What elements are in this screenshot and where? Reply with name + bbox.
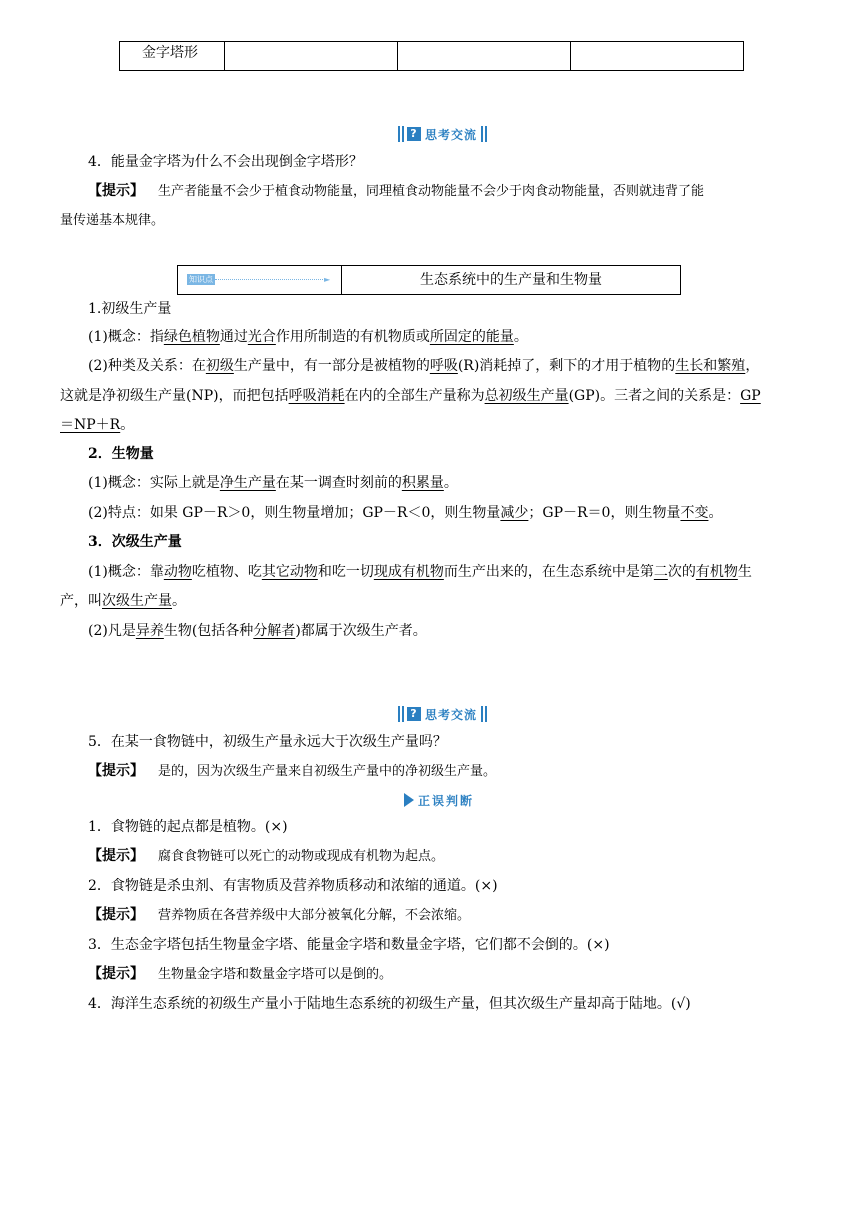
judge-question: 2．食物链是杀虫剂、有害物质及营养物质移动和浓缩的通道。(×): [88, 878, 498, 894]
think-tip: 【提示】 是的，因为次级生产量来自初级生产量中的净初级生产量。: [88, 763, 497, 779]
sp-concept-line2: 产，叫次级生产量。: [60, 593, 186, 609]
judge-question: 1．食物链的起点都是植物。(×): [88, 819, 288, 835]
judge-tip: 【提示】 营养物质在各营养级中大部分被氧化分解，不会浓缩。: [88, 907, 471, 923]
table-row: [120, 42, 744, 71]
play-triangle-icon: [404, 793, 414, 807]
biomass-feature: (2)特点：如果 GP－R＞0，则生物量增加；GP－R＜0，则生物量减少；GP－R＝0，则生物量不变。: [88, 505, 723, 521]
question-icon: ?: [407, 127, 421, 141]
think-question: 4．能量金字塔为什么不会出现倒金字塔形？: [88, 154, 363, 170]
gp-concept: (1)概念：指绿色植物通过光合作用所制造的有机物质或所固定的能量。: [88, 329, 528, 345]
table-cell: [225, 42, 398, 71]
arrow-icon: ►: [324, 275, 331, 284]
question-icon: ?: [407, 707, 421, 721]
gp-heading: 1.初级生产量: [88, 301, 172, 317]
judgement-banner: 正误判断: [404, 792, 474, 808]
section-header: [177, 265, 681, 295]
think-exchange-banner: ? 思考交流: [397, 705, 488, 723]
section-title: 生态系统中的生产量和生物量: [420, 272, 602, 288]
biomass-concept: (1)概念：实际上就是净生产量在某一调查时刻前的积累量。: [88, 475, 458, 491]
gp-kind-line2: 这就是净初级生产量(NP)，而把包括呼吸消耗在内的全部生产量称为总初级生产量(GP)。三者之间的关系是：GP: [60, 388, 761, 404]
table-cell: [398, 42, 571, 71]
sp-heading: 3．次级生产量: [88, 534, 182, 550]
think-tip: 【提示】 生产者能量不会少于植食动物能量，同理植食动物能量不会少于肉食动物能量，否则就违背了能: [88, 183, 705, 199]
table-row-label: 金字塔形: [120, 42, 225, 71]
judge-tip: 【提示】 腐食食物链可以死亡的动物或现成有机物为起点。: [88, 848, 445, 864]
judge-question: 4．海洋生态系统的初级生产量小于陆地生态系统的初级生产量，但其次级生产量却高于陆地。(√): [88, 996, 691, 1012]
table-cell: [571, 42, 744, 71]
sp-concept: (1)概念：靠动物吃植物、吃其它动物和吃一切现成有机物而生产出来的，在生态系统中是第二次的有机物生: [88, 564, 752, 580]
pyramid-table: [119, 41, 744, 71]
think-question: 5．在某一食物链中，初级生产量永远大于次级生产量吗？: [88, 734, 447, 750]
section-tag: 知识点5: [189, 275, 213, 295]
gp-kind-line3: ＝NP＋R。: [60, 417, 135, 433]
judge-tip: 【提示】 生物量金字塔和数量金字塔可以是倒的。: [88, 966, 393, 982]
gp-kind: (2)种类及关系：在初级生产量中，有一部分是被植物的呼吸(R)消耗掉了，剩下的才用于植物的生长和繁殖，: [88, 358, 760, 374]
biomass-heading: 2．生物量: [88, 446, 154, 462]
think-tip-continued: 量传递基本规律。: [60, 213, 165, 228]
judge-question: 3．生态金字塔包括生物量金字塔、能量金字塔和数量金字塔，它们都不会倒的。(×): [88, 937, 610, 953]
think-exchange-banner: ? 思考交流: [397, 125, 488, 143]
sp-all: (2)凡是异养生物(包括各种分解者)都属于次级生产者。: [88, 623, 427, 639]
